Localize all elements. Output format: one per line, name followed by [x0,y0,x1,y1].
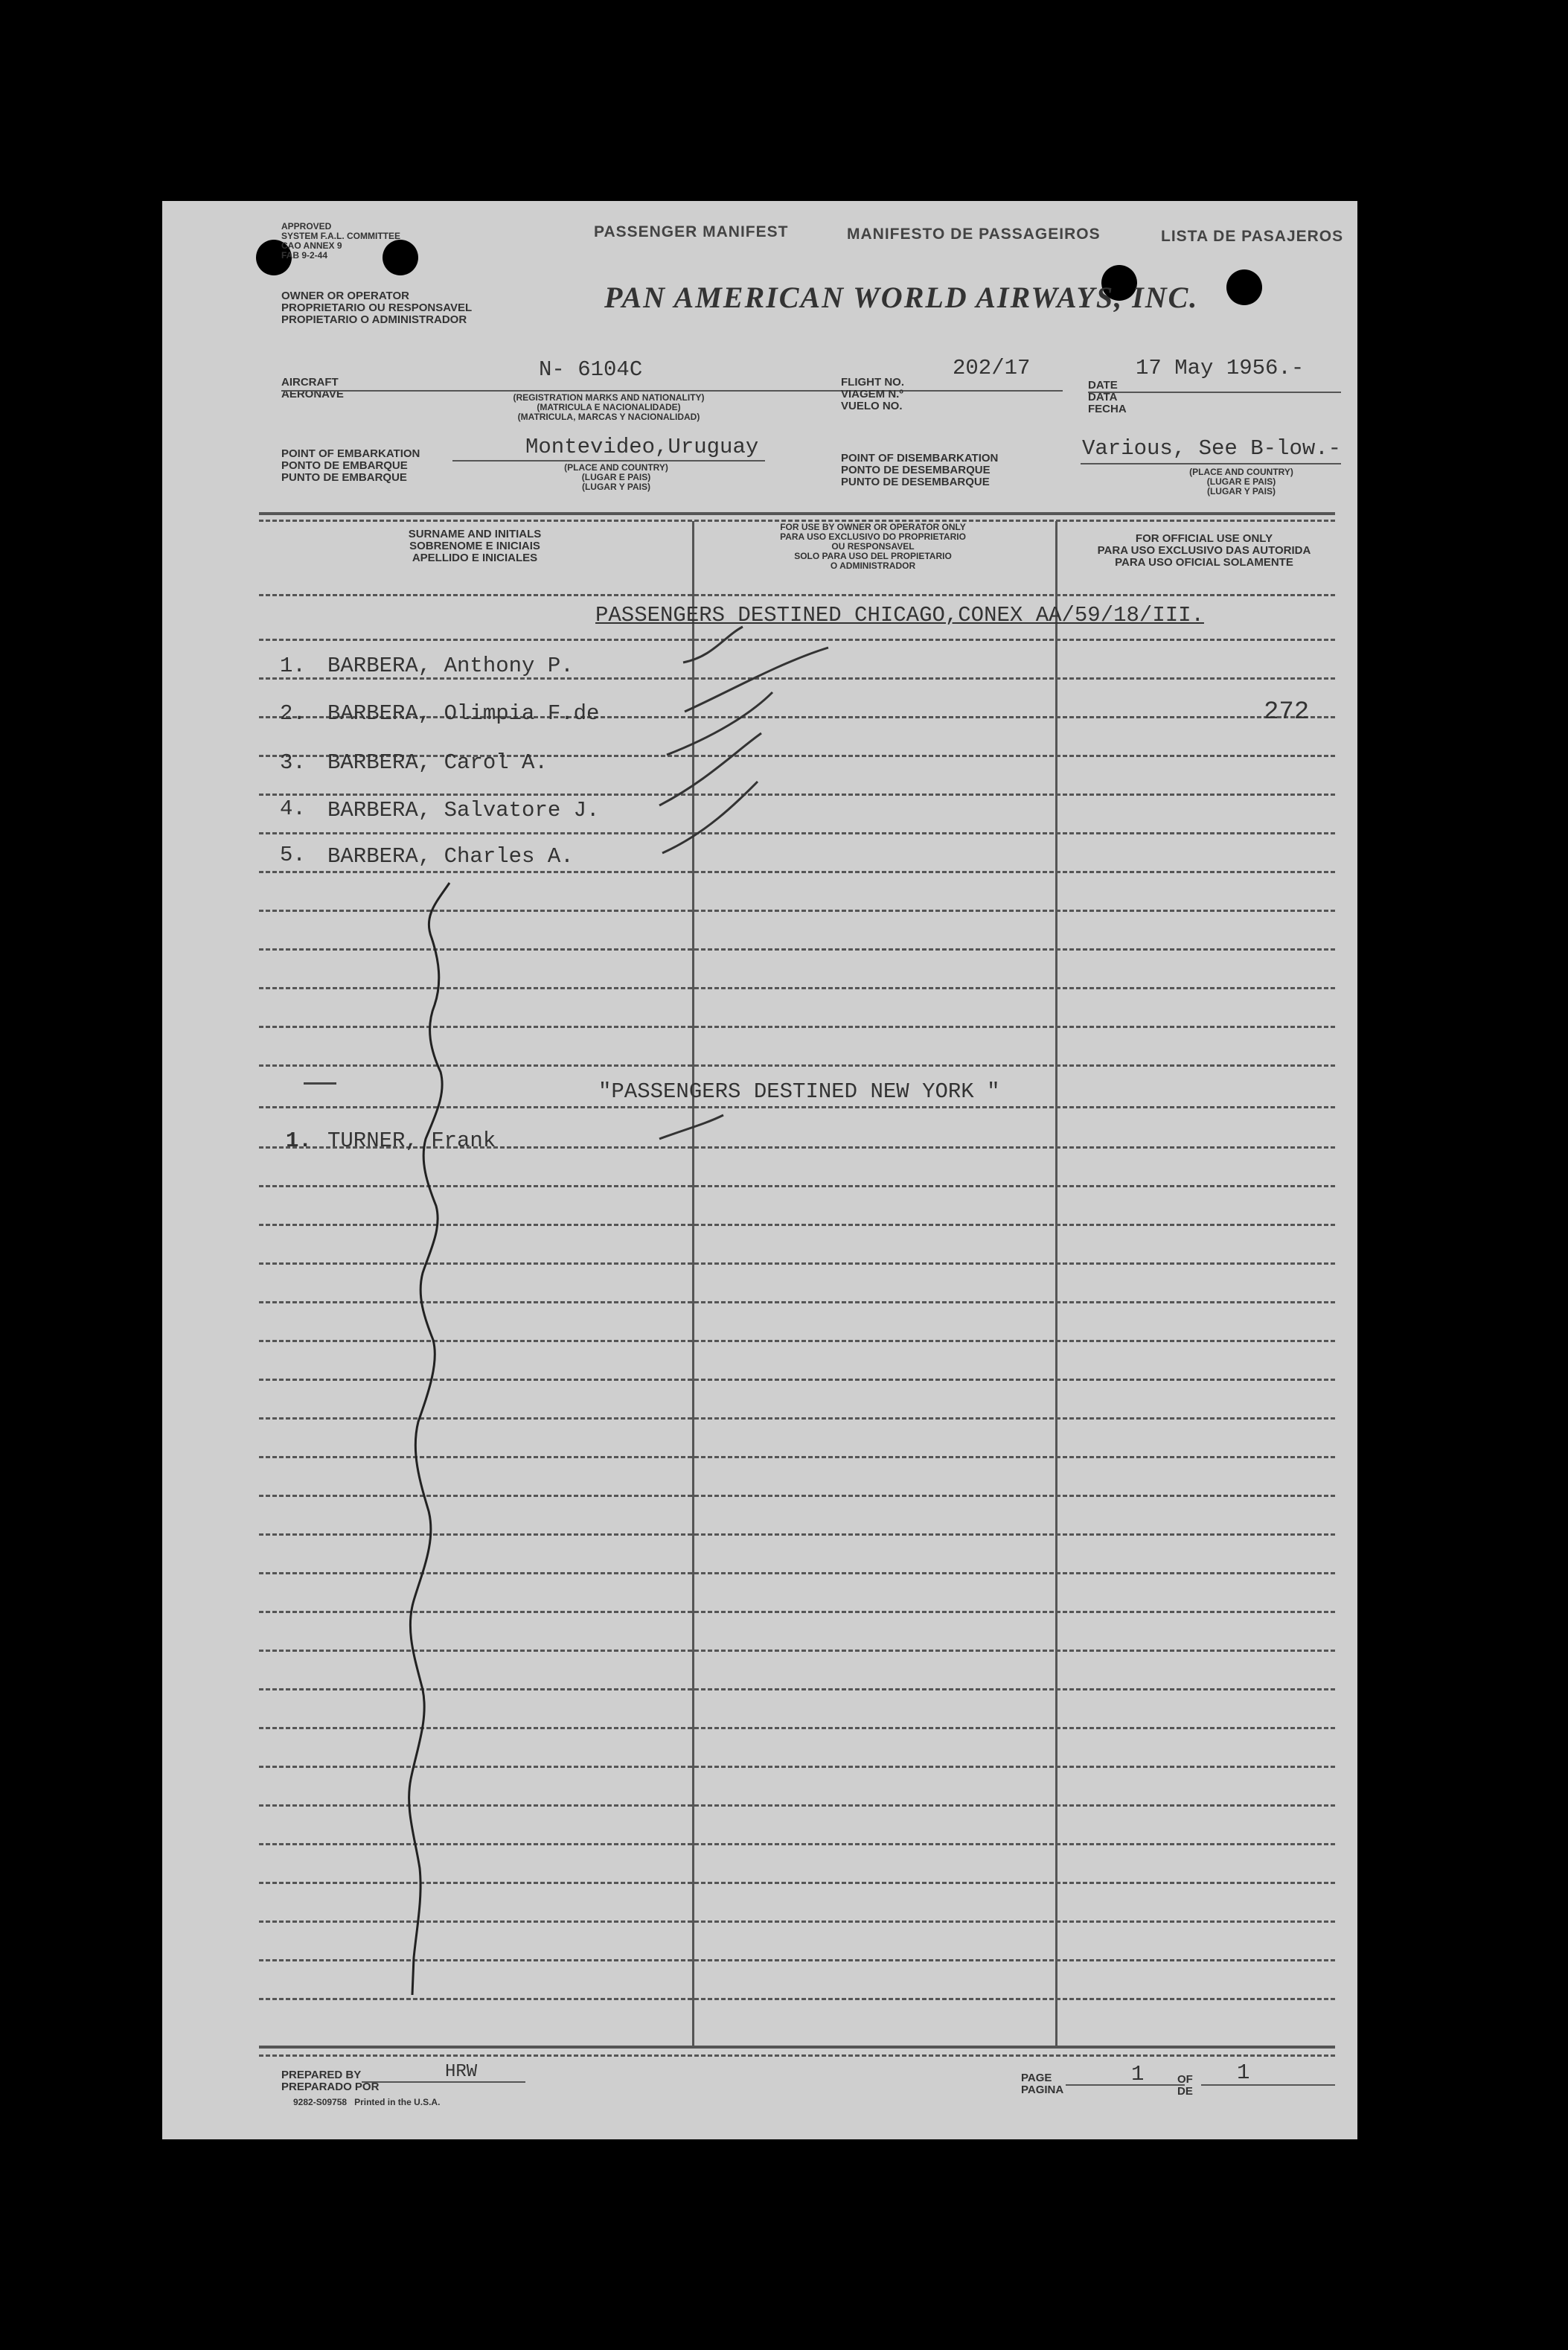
passenger-name: TURNER, Frank [327,1128,496,1153]
passenger-name: BARBERA, Salvatore J. [327,798,600,823]
group-heading-chicago: PASSENGERS DESTINED CHICAGO,CONEX AA/59/18/III. [595,603,1204,628]
owner-labels: OWNER OR OPERATOR PROPRIETARIO OU RESPONSAVEL PROPIETARIO O ADMINISTRADOR [281,290,473,326]
passenger-name: BARBERA, Olimpia F.de [327,701,600,726]
wavy-cancel-line [409,883,449,1995]
prepared-labels: PREPARED BY PREPARADO POR [281,2069,380,2093]
passenger-number: 1. [280,654,306,678]
check-mark-icon [659,627,828,1139]
page-value: 1 [1131,2062,1145,2086]
passenger-number: 4. [280,796,306,821]
passenger-number: 1. [286,1128,312,1153]
disembark-labels: POINT OF DISEMBARKATION PONTO DE DESEMBARQUE PUNTO DE DESEMBARQUE [841,452,999,488]
column-header-surname: SURNAME AND INITIALS SOBRENOME E INICIAIS APELLIDO E INICIALES [408,528,542,564]
aircraft-value: N- 6104C [539,357,643,382]
column-header-operator: FOR USE BY OWNER OR OPERATOR ONLY PARA USO EXCLUSIVO DO PROPRIETARIO OU RESPONSAVEL SOLO PARA USO DEL PROPIETARIO O ADMINISTRADOR [780,522,966,571]
registration-notes: (REGISTRATION MARKS AND NATIONALITY) (MATRICULA E NACIONALIDADE) (MATRICULA, MARCAS Y NACIONALIDAD) [513,392,705,422]
passenger-name: BARBERA, Carol A. [327,750,548,775]
embark-labels: POINT OF EMBARKATION PONTO DE EMBARQUE PUNTO DE EMBARQUE [281,447,420,484]
ink-marks [162,201,1357,2139]
flight-labels: FLIGHT NO. VIAGEM N.º VUELO NO. [841,376,904,412]
aircraft-labels: AIRCRAFT AERONAVE [281,376,344,400]
passenger-number: 5. [280,843,306,867]
page-labels: PAGE PAGINA [1021,2072,1064,2096]
passenger-name: BARBERA, Charles A. [327,844,574,869]
approval-line: CAO ANNEX 9 [281,240,342,251]
of-labels: OF DE [1177,2073,1193,2098]
column-header-official: FOR OFFICIAL USE ONLY PARA USO EXCLUSIVO DAS AUTORIDA PARA USO OFICIAL SOLAMENTE [1097,532,1311,569]
date-labels: DATE DATA FECHA [1088,379,1127,415]
passenger-number: 3. [280,750,306,775]
disembark-place-notes: (PLACE AND COUNTRY) (LUGAR E PAIS) (LUGAR Y PAIS) [1189,467,1293,496]
passenger-number: 2. [280,701,306,726]
embark-place-notes: (PLACE AND COUNTRY) (LUGAR E PAIS) (LUGAR Y PAIS) [564,462,668,492]
title-spanish: LISTA DE PASAJEROS [1161,228,1344,245]
company-name: PAN AMERICAN WORLD AIRWAYS, INC. [604,281,1199,314]
embark-value: Montevideo,Uruguay [525,435,759,459]
form-number: 9282-S09758 Printed in the U.S.A. [293,2097,441,2107]
of-value: 1 [1237,2060,1250,2085]
manifest-form [162,201,1357,2139]
prepared-value: HRW [445,2062,478,2082]
approval-line: FAB 9-2-44 [281,250,328,261]
approval-line: SYSTEM F.A.L. COMMITTEE [281,231,401,241]
official-number: 272 [1264,698,1310,727]
passenger-name: BARBERA, Anthony P. [327,654,574,678]
disembark-value: Various, See B-low.- [1082,436,1342,461]
title-portuguese: MANIFESTO DE PASSAGEIROS [847,226,1101,243]
flight-value: 202/17 [953,356,1031,380]
title-english: PASSENGER MANIFEST [594,223,789,240]
date-value: 17 May 1956.- [1136,356,1305,380]
group-heading-new-york: "PASSENGERS DESTINED NEW YORK " [598,1079,1000,1104]
approval-line: APPROVED [281,221,332,232]
